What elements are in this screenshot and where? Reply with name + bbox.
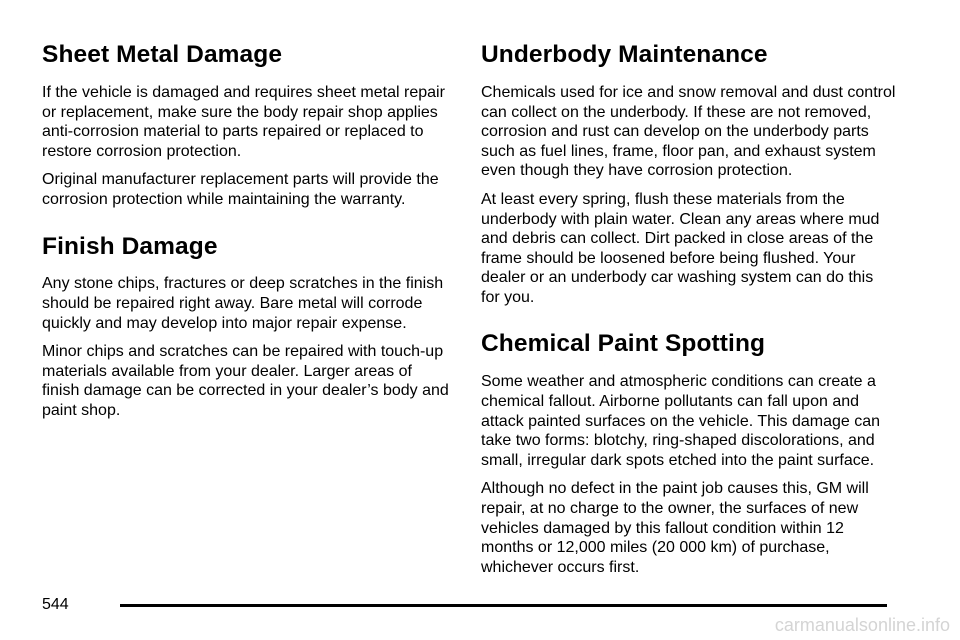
paragraph: At least every spring, flush these materials from the underbody with plain water. Clean any areas where mud and debris can collect. Dirt packed in close areas of the frame should be loosened before being flushed. Your dealer or an underbody car washing system can do this for you. xyxy=(481,190,880,306)
paragraph: Although no defect in the paint job causes this, GM will repair, at no charge to the owner, the surfaces of new vehicles damaged by this fallout condition within 12 months or 12,000 miles (20 000 km) of purchase, whichever occurs first. xyxy=(481,480,869,576)
right-column xyxy=(481,42,896,601)
section-heading: Chemical Paint Spotting xyxy=(481,330,766,358)
section-heading: Underbody Maintenance xyxy=(481,41,768,68)
section-finish-damage xyxy=(42,234,452,421)
section-heading: Finish Damage xyxy=(42,232,218,260)
paragraph: Original manufacturer replacement parts will provide the corrosion protection while maintaining the warranty. xyxy=(42,171,439,208)
page-number: 544 xyxy=(42,596,69,613)
section-heading: Sheet Metal Damage xyxy=(42,41,283,68)
watermark: carmanualsonline.info xyxy=(774,615,950,635)
paragraph: If the vehicle is damaged and requires sheet metal repair or replacement, make sure the body repair shop applies anti-corrosion material to parts repaired or replaced to restore corrosion protection. xyxy=(42,83,445,160)
paragraph: Minor chips and scratches can be repaired with touch-up materials available from your dealer. Larger areas of finish damage can be corrected in your dealer’s body and paint shop. xyxy=(42,343,449,419)
paragraph: Chemicals used for ice and snow removal and dust control can collect on the underbody. If these are not removed, corrosion and rust can develop on the underbody parts such as fuel lines, frame, floor pan, and exhaust system even though they have corrosion protection. xyxy=(481,83,896,180)
left-column xyxy=(42,42,452,445)
footer-divider xyxy=(120,604,887,607)
paragraph: Some weather and atmospheric conditions can create a chemical fallout. Airborne pollutants can fall upon and attack painted surfaces on the vehicle. This damage can take two forms: blotchy, ring-shaped discolorations, and small, irregular dark spots etched into the paint surface. xyxy=(481,373,881,469)
section-underbody-maintenance xyxy=(481,42,896,307)
section-chemical-paint-spotting xyxy=(481,331,896,577)
paragraph: Any stone chips, fractures or deep scratches in the finish should be repaired right away. Bare metal will corrode quickly and may develop into major repair expense. xyxy=(42,275,444,332)
section-sheet-metal-damage xyxy=(42,42,452,210)
